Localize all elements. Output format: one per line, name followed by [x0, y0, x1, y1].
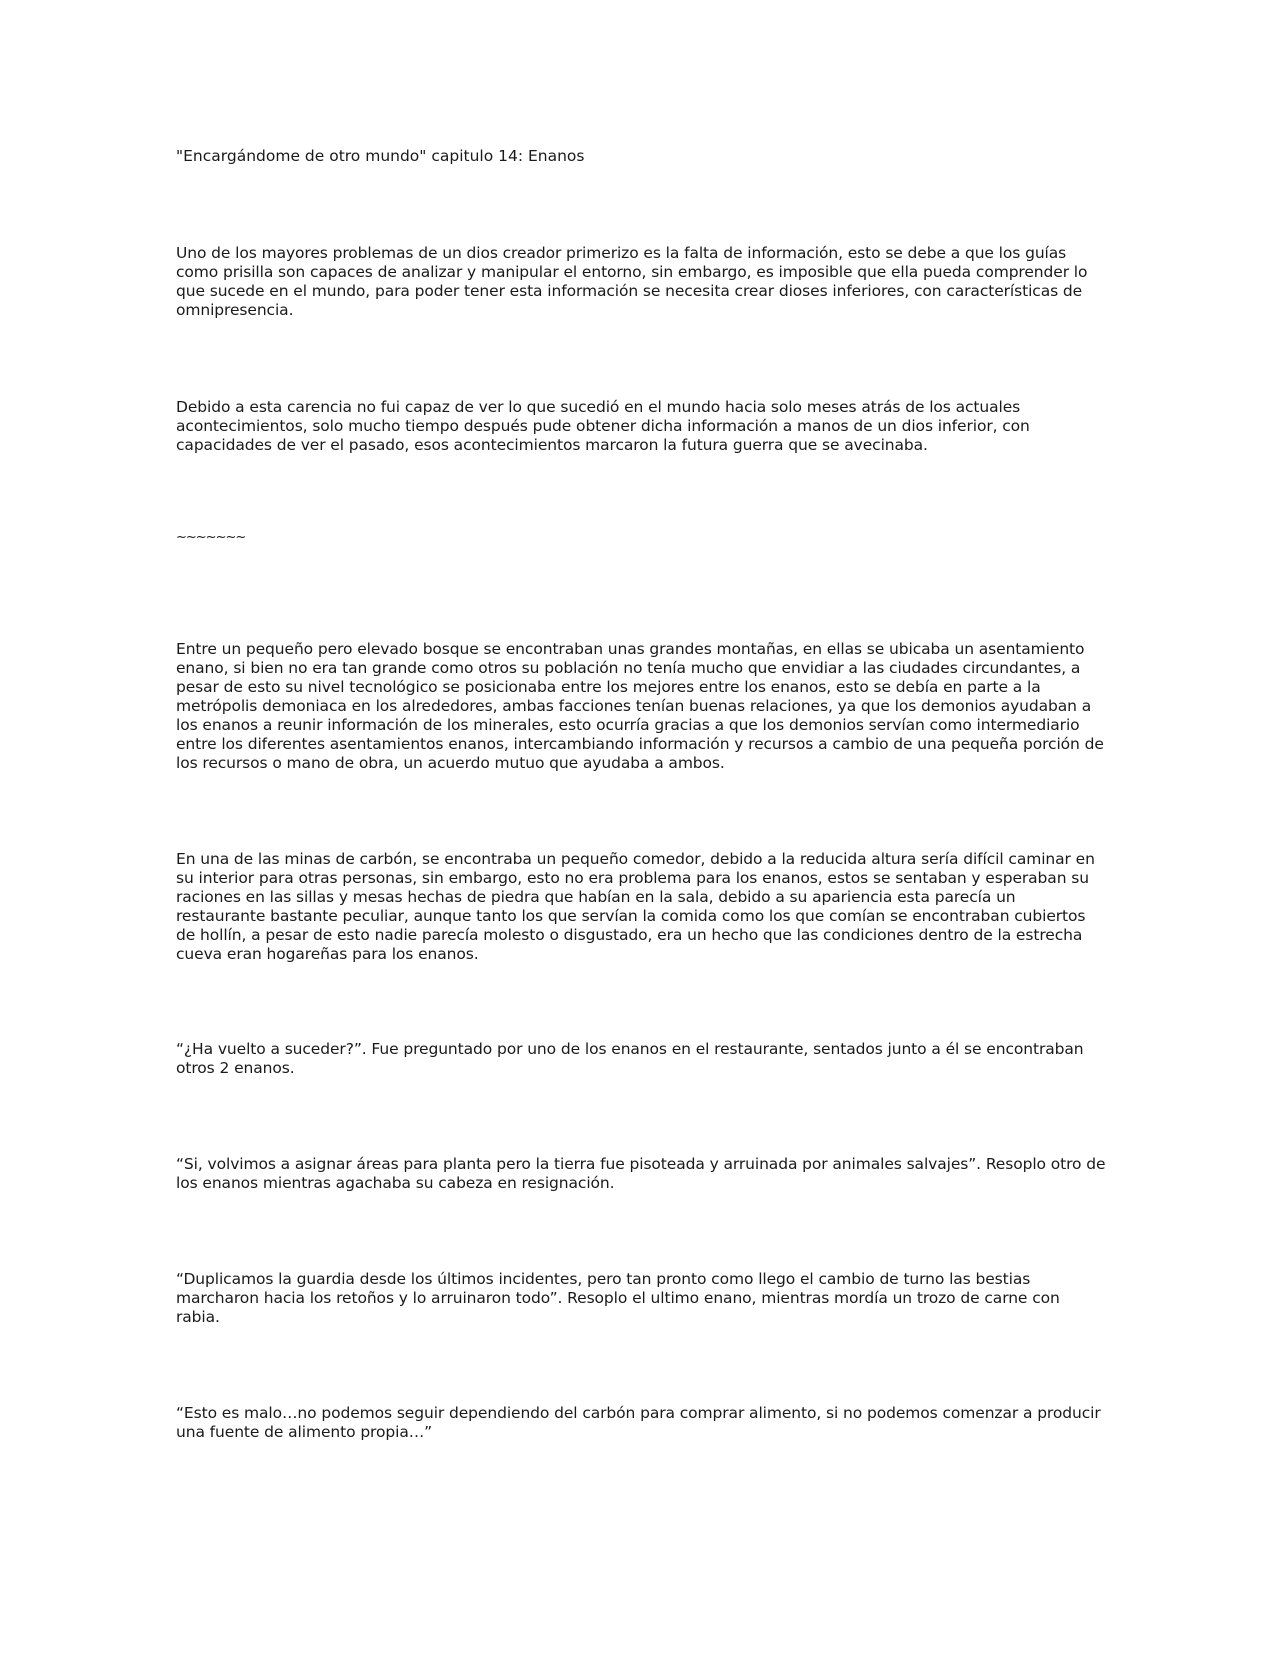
paragraph-4: En una de las minas de carbón, se encontraba un pequeño comedor, debido a la reducida altura sería difícil caminar en su interior para otras personas, sin embargo, esto no era problema para los enanos, estos se sentaban y esperaban su raciones en las sillas y mesas hechas de piedra que habían en la sala, debido a su apariencia esta parecía un restaurante bastante peculiar, aunque tanto los que servían la comida como los que comían se encontraban cubiertos de hollín, a pesar de esto nadie parecía molesto o disgustado, era un hecho que las condiciones dentro de la estrecha cueva eran hogareñas para los enanos.: [176, 850, 1095, 963]
paragraph-3: Entre un pequeño pero elevado bosque se encontraban unas grandes montañas, en ellas se ubicaba un asentamiento enano, si bien no era tan grande como otros su población no tenía mucho que envidiar a las ciudades circundantes, a pesar de esto su nivel tecnológico se posicionaba entre los mejores entre los enanos, esto se debía en parte a la metrópolis demoniaca en los alrededores, ambas facciones tenían buenas relaciones, ya que los demonios ayudaban a los enanos a reunir información de los minerales, esto ocurría gracias a que los demonios servían como intermediario entre los diferentes asentamientos enanos, intercambiando información y recursos a cambio de una pequeña porción de los recursos o mano de obra, un acuerdo mutuo que ayudaba a ambos.: [176, 640, 1104, 772]
paragraph-7: “Duplicamos la guardia desde los últimos incidentes, pero tan pronto como llego el cambio de turno las bestias marcharon hacia los retoños y lo arruinaron todo”. Resoplo el ultimo enano, mientras mordía un trozo de carne con rabia.: [176, 1270, 1060, 1326]
paragraph-6: “Si, volvimos a asignar áreas para planta pero la tierra fue pisoteada y arruinada por animales salvajes”. Resoplo otro de los enanos mientras agachaba su cabeza en resignación.: [176, 1155, 1106, 1192]
scene-separator: ~~~~~~~: [176, 530, 246, 545]
paragraph-5: “¿Ha vuelto a suceder?”. Fue preguntado por uno de los enanos en el restaurante, sentados junto a él se encontraban otros 2 enanos.: [176, 1040, 1084, 1077]
paragraph-2: Debido a esta carencia no fui capaz de ver lo que sucedió en el mundo hacia solo meses atrás de los actuales acontecimientos, solo mucho tiempo después pude obtener dicha información a manos de un dios inferior, con capacidades de ver el pasado, esos acontecimientos marcaron la futura guerra que se avecinaba.: [176, 398, 1030, 454]
document-page: [176, 0, 1106, 1656]
chapter-title: "Encargándome de otro mundo" capitulo 14: Enanos: [176, 147, 585, 165]
paragraph-8: “Esto es malo…no podemos seguir dependiendo del carbón para comprar alimento, si no podemos comenzar a producir una fuente de alimento propia…”: [176, 1404, 1101, 1441]
paragraph-1: Uno de los mayores problemas de un dios creador primerizo es la falta de información, esto se debe a que los guías como prisilla son capaces de analizar y manipular el entorno, sin embargo, es imposible que ella pueda comprender lo que sucede en el mundo, para poder tener esta información se necesita crear dioses inferiores, con características de omnipresencia.: [176, 244, 1088, 319]
